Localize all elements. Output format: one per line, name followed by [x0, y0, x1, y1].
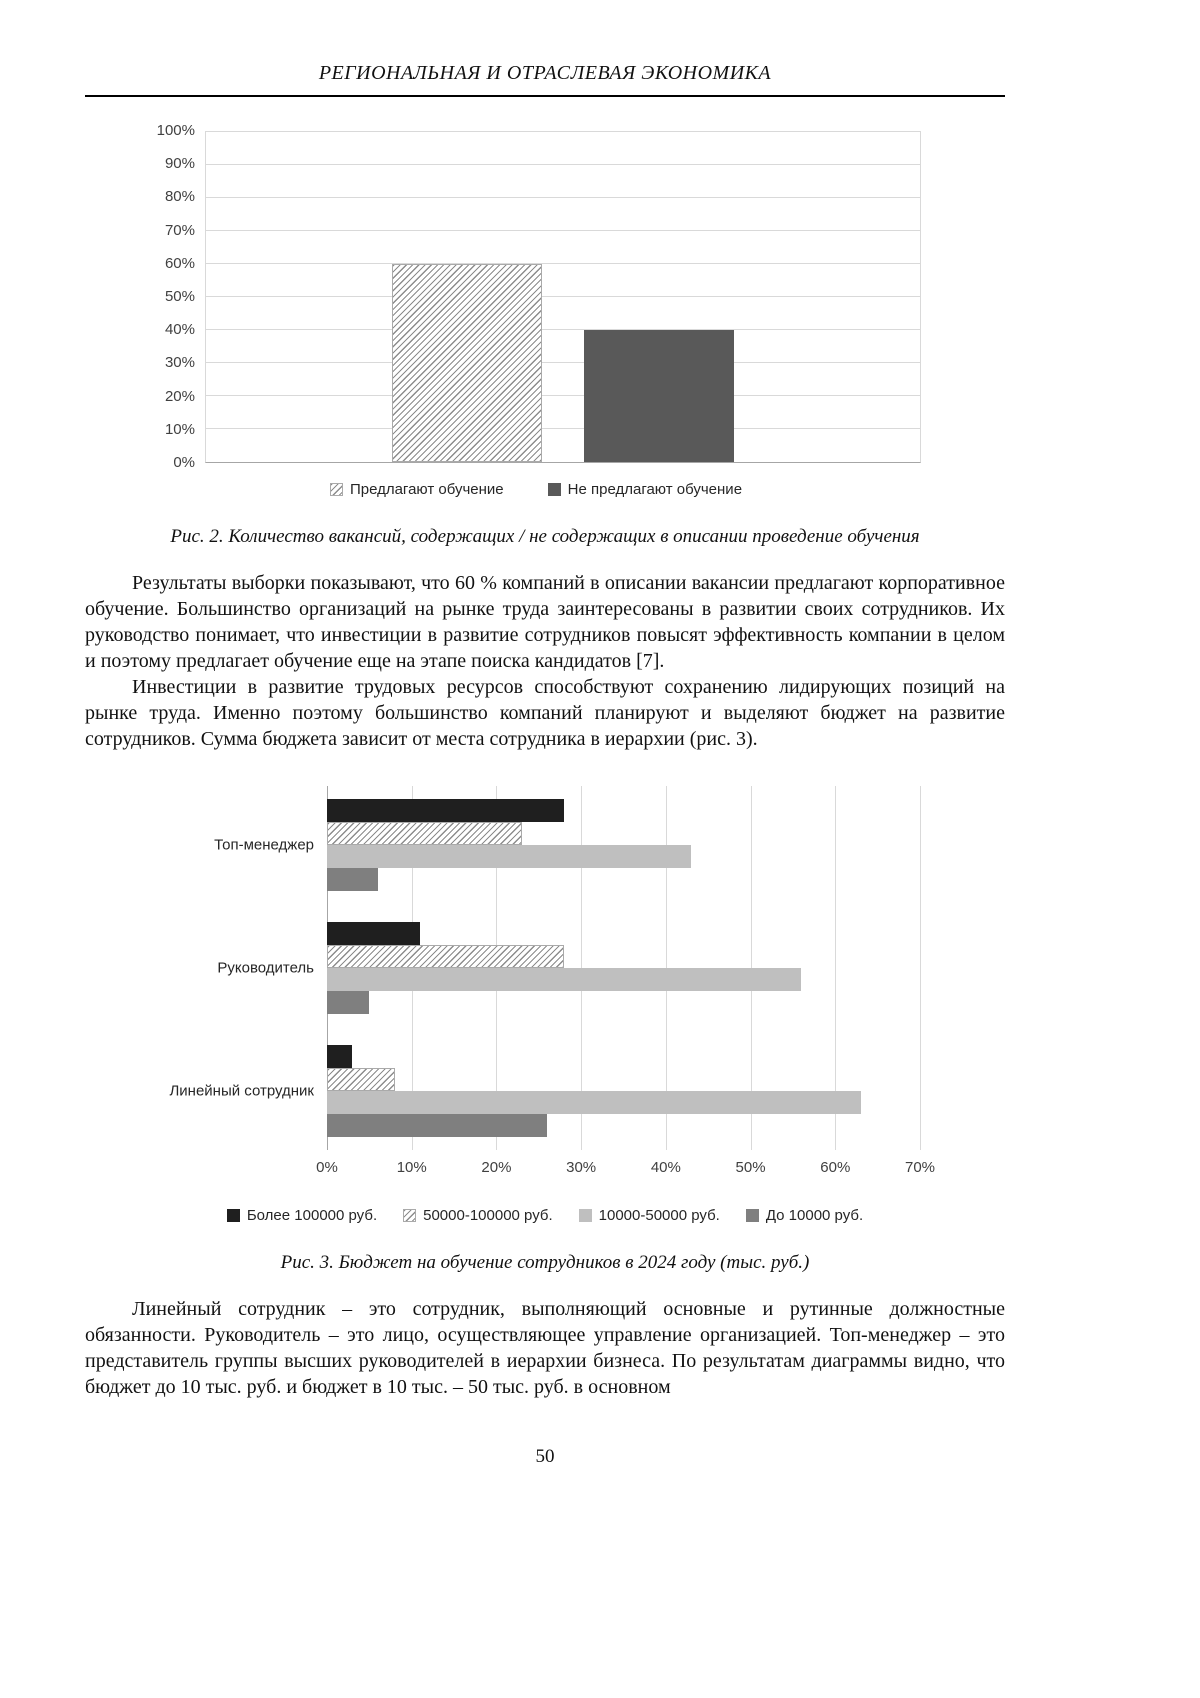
bar-group — [169, 1045, 920, 1137]
x-axis-tick-label: 10% — [396, 1159, 427, 1176]
bar-series-1 — [327, 1045, 352, 1068]
x-axis-tick-label: 50% — [735, 1159, 766, 1176]
y-axis-tick-label: 20% — [164, 387, 195, 405]
legend-label: 50000-100000 руб. — [423, 1207, 553, 1224]
legend-item — [746, 1207, 863, 1224]
legend-label: Не предлагают обучение — [567, 481, 743, 498]
figure-3-caption: Рис. 3. Бюджет на обучение сотрудников в 2024 году (тыс. руб.) — [280, 1252, 810, 1273]
chart-area — [151, 122, 921, 471]
y-axis-tick-label: 0% — [173, 454, 195, 471]
bar-series-4 — [327, 991, 369, 1014]
y-axis — [151, 122, 205, 471]
bar-2 — [584, 330, 734, 462]
legend-swatch — [227, 1209, 240, 1222]
figure-3 — [85, 786, 1005, 1274]
paragraph-3: Линейный сотрудник – это сотрудник, выполняющий основные и рутинные должностные обязанности. Руководитель – это лицо, осуществляющее управление организацией. Топ-менеджер – это представитель группы высших руководителей в иерархии бизнеса. По результатам диаграммы видно, что бюджет до 10 тыс. руб. и бюджет в 10 тыс. – 50 тыс. руб. в основном — [85, 1298, 1005, 1398]
y-axis-tick-label: 80% — [164, 188, 195, 206]
chart-legend — [85, 1207, 1005, 1224]
legend-item — [227, 1207, 377, 1224]
plot-area — [169, 786, 920, 1150]
x-axis-tick-label: 30% — [566, 1159, 597, 1176]
bar-series-2 — [327, 822, 522, 845]
bars-container — [206, 132, 920, 462]
legend-item — [548, 481, 742, 498]
bar-series-4 — [327, 1114, 547, 1137]
figure-2-caption: Рис. 2. Количество вакансий, содержащих / не содержащих в описании проведение обучения — [170, 526, 920, 547]
y-axis-tick-label: 90% — [164, 155, 195, 173]
bar-series-2 — [327, 945, 564, 968]
y-axis-tick-label: 50% — [164, 288, 195, 305]
legend-swatch — [330, 483, 343, 496]
figure-2 — [85, 122, 1005, 548]
bar-series-2 — [327, 1068, 395, 1091]
y-axis-tick-label: 100% — [156, 122, 195, 139]
x-axis-tick-label: 40% — [650, 1159, 681, 1176]
chart-legend — [151, 481, 921, 498]
category-label: Топ-менеджер — [214, 836, 314, 854]
y-axis-tick-label: 40% — [164, 321, 195, 339]
bar-series-1 — [327, 922, 420, 945]
bar-series-3 — [327, 968, 801, 991]
bar-1 — [392, 264, 542, 462]
legend-swatch — [403, 1209, 416, 1222]
gridline — [920, 786, 921, 1150]
legend-swatch — [548, 483, 561, 496]
bar-group — [217, 922, 920, 1014]
bar-series-1 — [327, 799, 564, 822]
x-axis-tick-label: 20% — [481, 1159, 512, 1176]
paragraph-2: Инвестиции в развитие трудовых ресурсов способствуют сохранению лидирующих позиций на рынке труда. Именно поэтому большинство компаний планируют и выделяют бюджет на развитие сотрудников. Сумма бюджета зависит от места сотрудника в иерархии (рис. 3). — [85, 676, 1005, 750]
y-axis-tick-label: 30% — [164, 354, 195, 372]
bar-series-3 — [327, 1091, 861, 1114]
y-axis-tick-label: 10% — [164, 420, 195, 438]
x-axis — [316, 1159, 936, 1181]
bar-series-3 — [327, 845, 691, 868]
x-axis-tick-label: 70% — [904, 1159, 936, 1176]
y-axis-tick-label: 60% — [164, 254, 195, 272]
paragraph-1: Результаты выборки показывают, что 60 % компаний в описании вакансии предлагают корпоративное обучение. Большинство организаций на рынке труда заинтересованы в развитии своих сотрудников. Их руководство понимает, что инвестиции в развитие сотрудников повысят эффективность компании в целом и поэтому предлагает обучение еще на этапе поиска кандидатов [7]. — [85, 572, 1005, 672]
plot-area — [205, 131, 921, 463]
legend-item — [403, 1207, 553, 1224]
bar-chart — [85, 786, 1005, 1224]
legend-label: Более 100000 руб. — [246, 1207, 378, 1224]
x-axis-tick-label: 0% — [316, 1159, 338, 1176]
page-number: 50 — [535, 1446, 555, 1467]
legend-item — [579, 1207, 720, 1224]
y-axis-tick-label: 70% — [164, 221, 195, 239]
section-title: РЕГИОНАЛЬНАЯ И ОТРАСЛЕВАЯ ЭКОНОМИКА — [318, 62, 772, 84]
page-header — [85, 62, 1005, 97]
legend-swatch — [746, 1209, 759, 1222]
column-chart — [151, 122, 921, 498]
category-label: Руководитель — [217, 959, 314, 977]
legend-label: Предлагают обучение — [349, 481, 504, 498]
legend-label: До 10000 руб. — [765, 1207, 864, 1224]
category-label: Линейный сотрудник — [169, 1082, 314, 1100]
legend-swatch — [579, 1209, 592, 1222]
bar-series-4 — [327, 868, 378, 891]
legend-item — [330, 481, 504, 498]
bar-group — [214, 799, 920, 891]
legend-label: 10000-50000 руб. — [598, 1207, 720, 1224]
x-axis-tick-label: 60% — [820, 1159, 851, 1176]
